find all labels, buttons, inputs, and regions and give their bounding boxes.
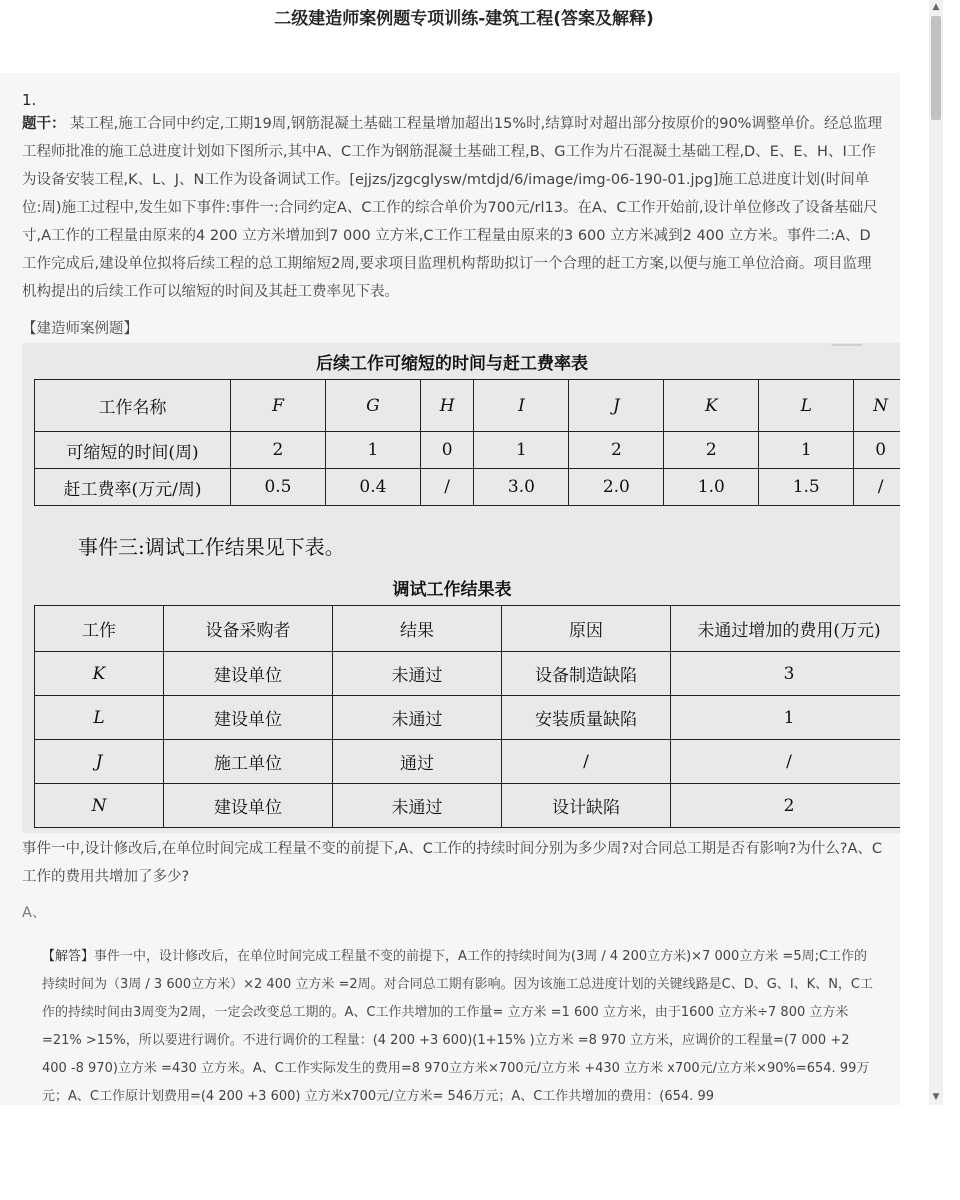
- table-cell: 1.0: [664, 469, 759, 506]
- page-title: 二级建造师案例题专项训练-建筑工程(答案及解释): [274, 9, 654, 29]
- table-row: [35, 784, 901, 828]
- scanned-table-image: [22, 343, 900, 833]
- table-cell: 安装质量缺陷: [502, 696, 671, 740]
- table-cell: /: [854, 469, 900, 506]
- table-cell: 2: [664, 432, 759, 469]
- table-header-cell: L: [759, 380, 854, 432]
- option-a[interactable]: A、: [22, 905, 47, 921]
- table-cell: 2: [231, 432, 326, 469]
- stem-label: 题干：: [22, 116, 66, 132]
- source-label: 【建造师案例题】: [22, 321, 138, 337]
- table-header-cell: 设备采购者: [164, 606, 333, 652]
- table-header-cell: 原因: [502, 606, 671, 652]
- table-cell: 3.0: [474, 469, 569, 506]
- table-cell: 设备制造缺陷: [502, 652, 671, 696]
- table-cell: 未通过: [333, 696, 502, 740]
- table-cell: 1: [759, 432, 854, 469]
- table2-header-row: [35, 606, 901, 652]
- table-cell: /: [671, 740, 901, 784]
- table-header-cell: K: [664, 380, 759, 432]
- table-header-cell: F: [231, 380, 326, 432]
- answer-explanation: [42, 943, 878, 1105]
- table-cell: L: [35, 696, 164, 740]
- question-stem: [22, 110, 884, 306]
- table-cell: 2: [569, 432, 664, 469]
- table-cell: 0: [420, 432, 474, 469]
- table-header-cell: 工作名称: [35, 380, 231, 432]
- table-cell: K: [35, 652, 164, 696]
- triangle-down-icon[interactable]: ▼: [932, 1092, 940, 1102]
- table-cell: 1: [325, 432, 420, 469]
- table-cell: 0: [854, 432, 900, 469]
- table-cell: 0.4: [325, 469, 420, 506]
- table-cell: 1: [474, 432, 569, 469]
- table-cell: 施工单位: [164, 740, 333, 784]
- question-number: 1.: [22, 91, 37, 109]
- answer-text: 事件一中，设计修改后，在单位时间完成工程量不变的前提下，A工作的持续时间为(3周 / 4 200立方米)×7 000立方米 =5周;C工作的持续时间为（3周 / 3 600立方米）×2 400 立方米 =2周。对合同总工期有影响。因为该施工总进度计划的关键线路是C、D、G、I、K、N，C工作的持续时间由3周变为2周，一定会改变总工期的。A、C工作共增加的工作量= 立方米 =1 600 立方米，由于1600 立方米÷7 800 立方米 =21% >15%，所以要进行调价。不进行调价的工程量：(4 200 +3 600)(1+15% )立方米 =8 970 立方米，应调价的工程量=(7 000 +2 400 -8 970)立方米 =430 立方米。A、C工作实际发生的费用=8 970立方米×700元/立方米 +430 立方米 x700元/立方米×90%=654. 99万元；A、C工作原计划费用=(4 200 +3 600) 立方米x700元/立方米= 546万元；A、C工作共增加的费用：(654. 99: [42, 949, 873, 1104]
- table-cell: N: [35, 784, 164, 828]
- table-cell: 建设单位: [164, 696, 333, 740]
- table-cell: /: [420, 469, 474, 506]
- table-cell: 赶工费率(万元/周): [35, 469, 231, 506]
- table-cell: 2.0: [569, 469, 664, 506]
- scrollbar-thumb[interactable]: [931, 16, 941, 120]
- bleed-through: ▔▔▔: [832, 345, 862, 360]
- debug-result-table: [34, 605, 900, 828]
- table2-title: 调试工作结果表: [392, 580, 512, 600]
- table1-header-row: [35, 380, 901, 432]
- table-row: [35, 740, 901, 784]
- table-cell: 设计缺陷: [502, 784, 671, 828]
- table-header-cell: G: [325, 380, 420, 432]
- sub-question: 事件一中,设计修改后,在单位时间完成工程量不变的前提下,A、C工作的持续时间分别为多少周?对合同总工期是否有影响?为什么?A、C工作的费用共增加了多少?: [22, 841, 882, 885]
- question-card: [0, 73, 900, 1105]
- table-header-cell: I: [474, 380, 569, 432]
- stem-text: 某工程,施工合同中约定,工期19周,钢筋混凝土基础工程量增加超出15%时,结算时对超出部分按原价的90%调整单价。经总监理工程师批准的施工总进度计划如下图所示,其中A、C工作为钢筋混凝土基础工程,B、G工作为片石混凝土基础工程,D、E、E、H、I工作为设备安装工程,K、L、J、N工作为设备调试工作。[ejjzs/jzgcglysw/mtdjd/6/image/img-06-190-01.jpg]施工总进度计划(时间单位:周)施工过程中,发生如下事件:事件一:合同约定A、C工作的综合单价为700元/rl13。在A、C工作开始前,设计单位修改了设备基础尺寸,A工作的工程量由原来的4 200 立方米增加到7 000 立方米,C工作工程量由原来的3 600 立方米减到2 400 立方米。事件二:A、D工作完成后,建设单位拟将后续工程的总工期缩短2周,要求项目监理机构帮助拟订一个合理的赶工方案,以便与施工单位洽商。项目监理机构提出的后续工作可以缩短的时间及其赶工费率见下表。: [22, 116, 882, 300]
- scrollbar-track[interactable]: [929, 0, 943, 1105]
- table-cell: 通过: [333, 740, 502, 784]
- table-header-cell: N: [854, 380, 900, 432]
- table-header-cell: 工作: [35, 606, 164, 652]
- answer-label: 【解答】: [42, 949, 95, 964]
- table-row: [35, 432, 901, 469]
- table-header-cell: 未通过增加的费用(万元): [671, 606, 901, 652]
- table-cell: 可缩短的时间(周): [35, 432, 231, 469]
- table-cell: 1: [671, 696, 901, 740]
- table-header-cell: 结果: [333, 606, 502, 652]
- table-header-cell: J: [569, 380, 664, 432]
- table-cell: 1.5: [759, 469, 854, 506]
- table-row: [35, 652, 901, 696]
- table-row: [35, 469, 901, 506]
- table-cell: 3: [671, 652, 901, 696]
- table1-title: 后续工作可缩短的时间与赶工费率表: [316, 354, 588, 374]
- event3-text: 事件三:调试工作结果见下表。: [78, 535, 345, 559]
- table-cell: /: [502, 740, 671, 784]
- table-cell: 建设单位: [164, 652, 333, 696]
- table-row: [35, 696, 901, 740]
- table-cell: 建设单位: [164, 784, 333, 828]
- table-header-cell: H: [420, 380, 474, 432]
- table-cell: 2: [671, 784, 901, 828]
- triangle-up-icon[interactable]: ▲: [932, 2, 940, 12]
- table-cell: 未通过: [333, 652, 502, 696]
- table-cell: 0.5: [231, 469, 326, 506]
- shortening-table: [34, 379, 900, 506]
- table-cell: J: [35, 740, 164, 784]
- table-cell: 未通过: [333, 784, 502, 828]
